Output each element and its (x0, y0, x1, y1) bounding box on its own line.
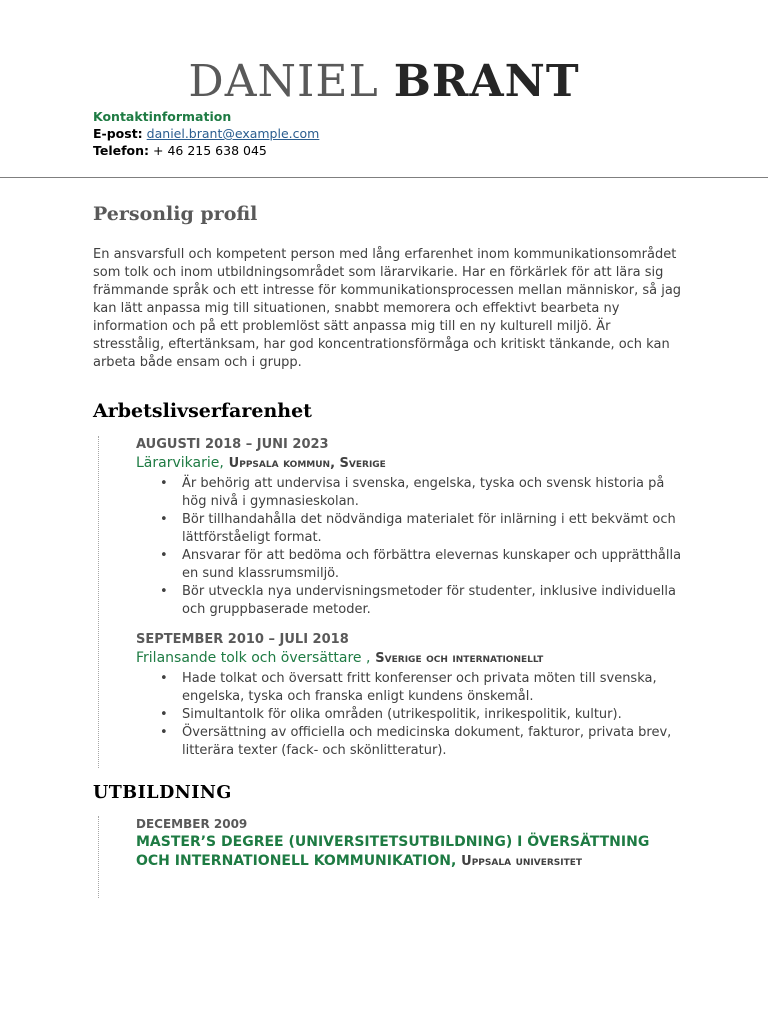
work-experience-title: Arbetslivserfarenhet (93, 400, 312, 422)
profile-text: En ansvarsfull och kompetent person med lång erfarenhet inom kommunikationsområdet som tolk och inom utbildningsområdet som lärarvikarie. Har en förkärlek för att lära sig främmande språk och ett intresse för kommunikationsprocessen mellan människor, så jag kan lätt anpassa mig till situationen, snabbt memorera och effektivt bearbeta ny information och på ett problemlöst sätt anpassa mig till en ny kulturell miljö. Är stresstålig, eftertänksam, har god koncentrationsförmåga och kritiskt tänkande, och kan arbeta både ensam och i grupp. (93, 247, 682, 370)
job-entry (136, 631, 686, 760)
header-divider (0, 177, 768, 178)
education-timeline-line (98, 816, 99, 898)
job-bullet: • Bör utveckla nya undervisningsmetoder för studenter, inklusive individuella och gruppbaserade metoder. (182, 583, 686, 619)
email-link[interactable]: daniel.brant@example.com (146, 126, 320, 141)
job-bullet: • Är behörig att undervisa i svenska, engelska, tyska och svensk historia på hög nivå i gymnasieskolan. (182, 475, 686, 511)
job-organization: Uppsala kommun, Sverige (228, 456, 386, 471)
profile-title: Personlig profil (93, 203, 258, 225)
job-bullet: • Bör tillhandahålla det nödvändiga materialet för inlärning i ett bekvämt och lättförståeligt format. (182, 511, 686, 547)
education-degree: MASTER’S DEGREE (UNIVERSITETSUTBILDNING) I ÖVERSÄTTNING OCH INTERNATIONELL KOMMUNIKATION, (136, 834, 650, 869)
job-bullet: • Hade tolkat och översatt fritt konferenser och privata möten till svenska, engelska, tyska och franska enligt kundens önskemål. (182, 670, 686, 706)
job-entry (136, 436, 686, 619)
email-label: E-post: (93, 126, 143, 141)
job-bullets (136, 670, 686, 760)
work-timeline-line (98, 436, 99, 768)
education-school: Uppsala universitet (461, 854, 583, 869)
contact-heading: Kontaktinformation (93, 109, 232, 124)
education-title: UTBILDNING (93, 783, 232, 803)
job-date: AUGUSTI 2018 – JUNI 2023 (136, 437, 329, 452)
job-bullet: • Översättning av officiella och medicinska dokument, fakturor, privata brev, litterära texter (fack- och skönlitteratur). (182, 724, 686, 760)
education-entry (136, 816, 686, 871)
job-bullets (136, 475, 686, 619)
job-title: Lärarvikarie, (136, 455, 224, 471)
job-date: SEPTEMBER 2010 – JULI 2018 (136, 632, 349, 647)
contact-block (93, 108, 319, 159)
phone-label: Telefon: (93, 143, 150, 158)
first-name: DANIEL (188, 56, 379, 107)
job-organization: Sverige och internationellt (375, 651, 544, 666)
job-title: Frilansande tolk och översättare , (136, 650, 371, 666)
education-date: DECEMBER 2009 (136, 817, 248, 831)
phone-line (93, 142, 319, 159)
job-role (136, 649, 686, 668)
candidate-name (0, 56, 768, 108)
phone-number: + 46 215 638 045 (153, 143, 267, 158)
job-role (136, 454, 686, 473)
email-line (93, 125, 319, 142)
education-degree-line (136, 833, 686, 871)
job-bullet: • Simultantolk för olika områden (utrikespolitik, inrikespolitik, kultur). (182, 706, 686, 724)
job-bullet: • Ansvarar för att bedöma och förbättra elevernas kunskaper och upprätthålla en sund klassrumsmiljö. (182, 547, 686, 583)
last-name: BRANT (393, 56, 580, 107)
